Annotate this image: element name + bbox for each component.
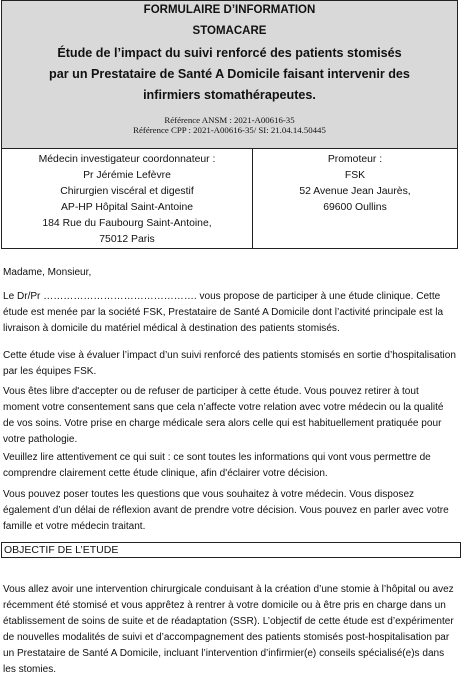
contacts-table bbox=[1, 149, 458, 249]
investigator-line: 184 Rue du Faubourg Saint-Antoine, bbox=[42, 218, 212, 229]
paragraph-objective: Vous allez avoir une intervention chirurgicale conduisant à la création d’une stomie à l’hôpital ou avez récemment été stomisé et vous apprêtez à rentrer à votre domicile ou à être pris en charge dans un établissement de soins de suite et de réadaptation (SSR). L’objectif de cette étude est d’expérimenter de nouvelles modalités de suivi et d’accompagnement des patients stomisés post-hospitalisation par un Prestataire de Santé A Domicile, incluant l’intervention d’infirmier(e) conseils spécialisé(e)s dans les stomies. bbox=[3, 584, 454, 675]
form-title: FORMULAIRE D’INFORMATION bbox=[143, 4, 316, 16]
investigator-line: Pr Jérémie Lefèvre bbox=[83, 170, 171, 181]
sponsor-line: Promoteur : bbox=[327, 154, 383, 165]
study-title-line: Étude de l’impact du suivi renforcé des patients stomisés bbox=[57, 46, 402, 60]
document-header bbox=[1, 0, 458, 149]
investigator-line: 75012 Paris bbox=[99, 234, 155, 245]
sponsor-line: 69600 Oullins bbox=[323, 202, 387, 213]
paragraph-consent: Vous êtes libre d'accepter ou de refuser de participer à cette étude. Vous pouvez retirer à tout moment votre consentement sans que cela n’affecte votre relation avec votre médecin ou la qualité de vos soins. Votre prise en charge médicale sera alors celle qui est habituellement pratiquée pour votre pathologie. bbox=[3, 386, 444, 445]
study-title bbox=[2, 43, 457, 106]
reference-ansm: Référence ANSM : 2021-A00616-35 bbox=[164, 115, 295, 125]
study-title-line: par un Prestataire de Santé A Domicile faisant intervenir des bbox=[49, 67, 410, 81]
paragraph-questions: Vous pouvez poser toutes les questions que vous souhaitez à votre médecin. Vous disposez également d’un délai de réflexion avant de prendre votre décision. Vous pouvez en parler avec votre famille et votre médecin traitant. bbox=[3, 489, 449, 532]
sponsor-cell bbox=[253, 149, 457, 248]
sponsor-line: 52 Avenue Jean Jaurès, bbox=[299, 186, 411, 197]
sponsor-line: FSK bbox=[344, 170, 366, 181]
study-title-line: infirmiers stomathérapeutes. bbox=[143, 88, 316, 102]
investigator-line: Médecin investigateur coordonnateur : bbox=[38, 154, 216, 165]
paragraph-read-carefully: Veuillez lire attentivement ce qui suit : ce sont toutes les informations qui vont vous permettre de comprendre clairement cette étude clinique, afin d'éclairer votre décision. bbox=[3, 452, 431, 479]
paragraph-invitation: Le Dr/Pr ………………………………………. vous propose de participer à une étude clinique. Cette étude est menée par la société FSK, Prestataire de Santé A Domicile dont l’activité principale est la livraison à domicile du matériel médical à destination des patients stomisés. bbox=[3, 291, 444, 334]
investigator-cell bbox=[2, 149, 253, 248]
greeting: Madame, Monsieur, bbox=[3, 267, 92, 278]
investigator-line: Chirurgien viscéral et digestif bbox=[60, 186, 194, 197]
paragraph-purpose: Cette étude vise à évaluer l’impact d’un suivi renforcé des patients stomisés en sortie d’hospitalisation par les équipes FSK. bbox=[3, 350, 456, 377]
reference-cpp: Référence CPP : 2021-A00616-35/ SI: 21.04.14.50445 bbox=[133, 125, 326, 135]
section-heading-objective: OBJECTIF DE L’ETUDE bbox=[1, 542, 461, 558]
study-acronym: STOMACARE bbox=[192, 25, 267, 37]
investigator-line: AP-HP Hôpital Saint-Antoine bbox=[60, 202, 194, 213]
